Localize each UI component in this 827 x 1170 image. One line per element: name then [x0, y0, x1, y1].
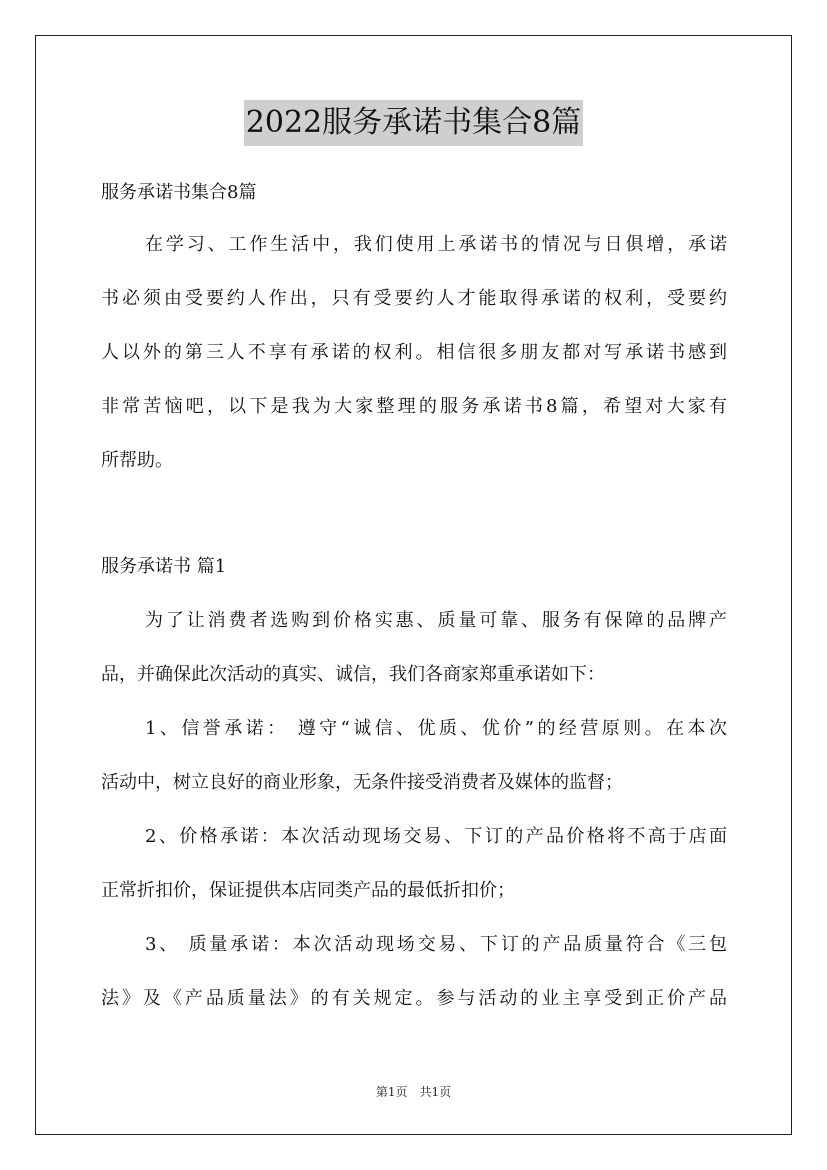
page-footer — [0, 1083, 827, 1100]
section-line-6: 正常折扣价，保证提供本店同类产品的最低折扣价； — [101, 880, 515, 901]
section-line-2: 品，并确保此次活动的真实、诚信，我们各商家郑重承诺如下： — [101, 664, 605, 685]
page-number: 第1页 共1页 — [375, 1085, 452, 1099]
intro-line-2: 书必须由受要约人作出，只有受要约人才能取得承诺的权利，受要约 — [101, 288, 727, 309]
document-title: 2022服务承诺书集合8篇 — [244, 100, 583, 146]
section-line-3: 1、信誉承诺： 遵守“诚信、优质、优价”的经营原则。在本次 — [145, 718, 727, 739]
intro-line-3: 人以外的第三人不享有承诺的权利。相信很多朋友都对写承诺书感到 — [101, 342, 727, 363]
title-container — [0, 100, 827, 146]
section-line-1: 为了让消费者选购到价格实惠、质量可靠、服务有保障的品牌产 — [145, 610, 727, 631]
document-subtitle: 服务承诺书集合8篇 — [101, 182, 257, 203]
intro-line-5: 所帮助。 — [101, 450, 173, 471]
section-heading: 服务承诺书 篇1 — [101, 556, 227, 577]
intro-line-4: 非常苦恼吧，以下是我为大家整理的服务承诺书8篇，希望对大家有 — [101, 396, 727, 417]
document-body — [101, 175, 727, 1017]
section-line-4: 活动中，树立良好的商业形象，无条件接受消费者及媒体的监督； — [101, 772, 623, 793]
section-line-5: 2、价格承诺：本次活动现场交易、下订的产品价格将不高于店面 — [145, 826, 727, 847]
section-line-7: 3、 质量承诺：本次活动现场交易、下订的产品质量符合《三包 — [145, 934, 727, 955]
intro-line-1: 在学习、工作生活中，我们使用上承诺书的情况与日俱增，承诺 — [145, 234, 727, 255]
section-line-8: 法》及《产品质量法》的有关规定。参与活动的业主享受到正价产品 — [101, 988, 727, 1009]
